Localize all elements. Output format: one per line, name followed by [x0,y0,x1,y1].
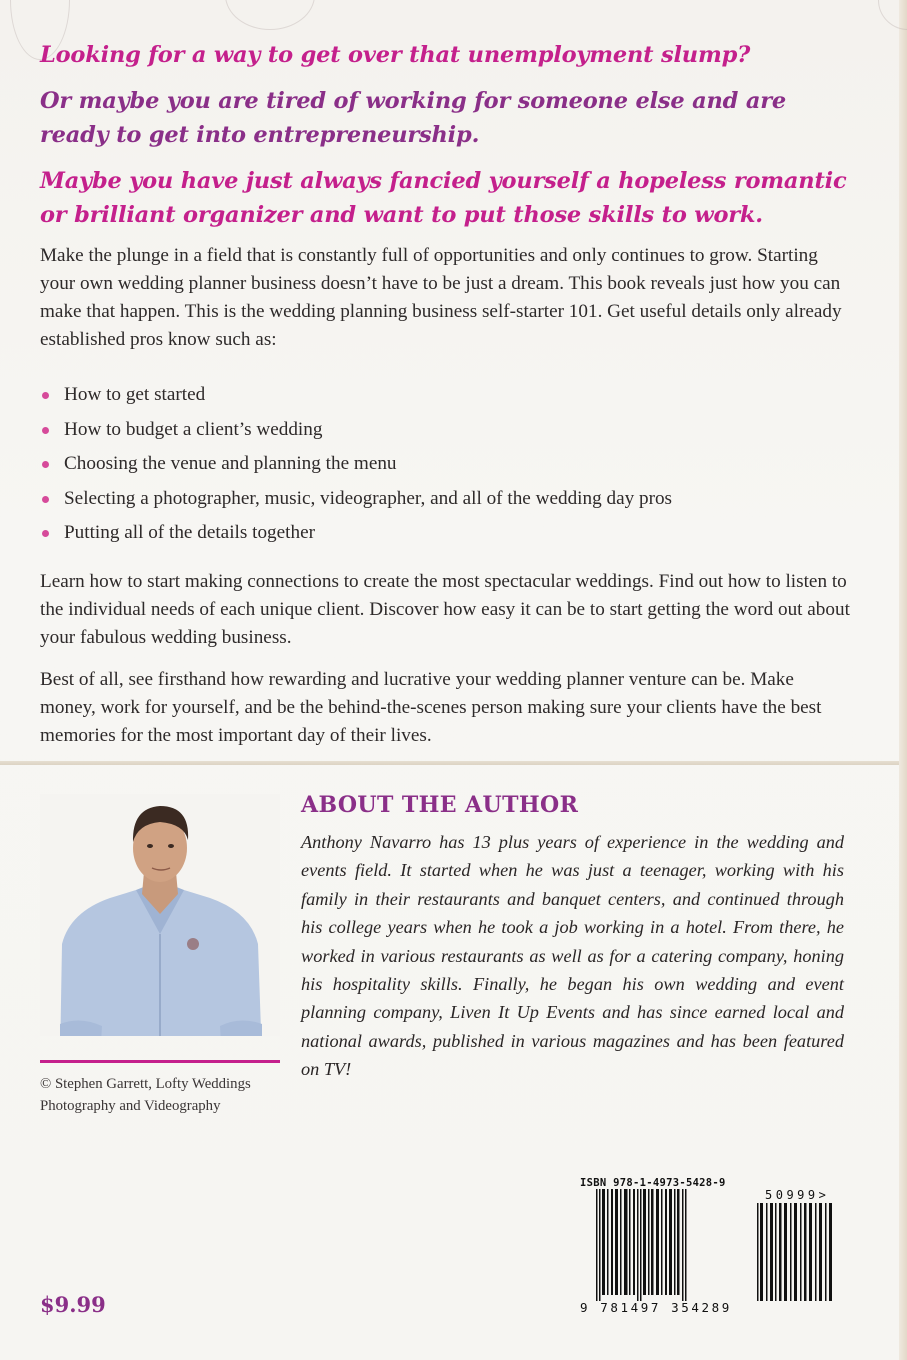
paragraph-best-of-all: Best of all, see firsthand how rewarding and lucrative your wedding planner venture can be. Make money, work for yourself, and be the behind-the-scenes person making sure your clients have the best memories for the most important day of their lives. [40,669,822,746]
list-item-text: Choosing the venue and planning the menu [64,453,397,474]
list-item-text: How to budget a client’s wedding [64,418,323,440]
paragraph-connections: Learn how to start making connections to create the most spectacular weddings. Find out how to listen to the individual needs of each unique client. Discover how easy it can be to start getting the word out about your fabulous wedding business. [40,571,850,648]
bullet-icon [42,427,49,434]
price: $9.99 [40,1292,106,1317]
list-item-text: How to get started [64,384,206,405]
bullet-icon [42,530,49,537]
headline-2: Or maybe you are tired of working for someone else and are ready to get into entrepreneurship. [40,88,786,148]
list-item [40,482,672,517]
photo-credit-line-2: Photography and Videography [40,1098,221,1114]
about-author-heading: ABOUT THE AUTHOR [301,792,579,818]
bullet-icon [42,461,49,468]
intro-paragraph: Make the plunge in a field that is constantly full of opportunities and only continues to grow. Starting your own wedding planner business doesn’t have to be just a dream. This book reveals just how you can make that happen. This is the wedding planning business self-starter 101. Get useful details only already established pros know such as: [40,245,842,350]
barcode-addon-icon [757,1203,833,1301]
headline-3: Maybe you have just always fancied yourself a hopeless romantic or brilliant organizer and want to put those skills to work. [40,168,847,228]
list-item [40,413,672,448]
barcode-icon [596,1189,688,1301]
feature-list [40,378,672,551]
barcode-addon-digits: 50999> [765,1188,830,1202]
barcode-digits: 9 781497 354289 [580,1300,732,1315]
author-photo [40,794,280,1036]
list-item [40,378,672,413]
list-item-text: Putting all of the details together [64,522,315,543]
photo-credit-line-1: © Stephen Garrett, Lofty Weddings [40,1076,251,1092]
author-bio: Anthony Navarro has 13 plus years of experience in the wedding and events field. It started when he was just a teenager, working with his family in their restaurants and banquet centers, and continued through his college years when he took a job working in a hotel. From there, he worked in various restaurants as well as for a catering company, honing his hospitality skills. Finally, he began his own wedding and event planning company, Liven It Up Events and has since earned local and national awards, published in various magazines and has been featured on TV! [301,832,844,1080]
page-right-edge [899,0,907,1360]
headline-1: Looking for a way to get over that unemployment slump? [40,42,751,68]
list-item-text: Selecting a photographer, music, videographer, and all of the wedding day pros [64,487,673,509]
list-item [40,447,672,482]
decorative-swirl [225,0,315,30]
bullet-icon [42,496,49,503]
isbn-label: ISBN 978-1-4973-5428-9 [580,1177,726,1189]
section-divider [0,761,899,765]
photo-credit [40,1073,290,1117]
decorative-swirl [878,0,907,30]
photo-underline [40,1060,280,1063]
bullet-icon [42,392,49,399]
list-item [40,516,672,551]
